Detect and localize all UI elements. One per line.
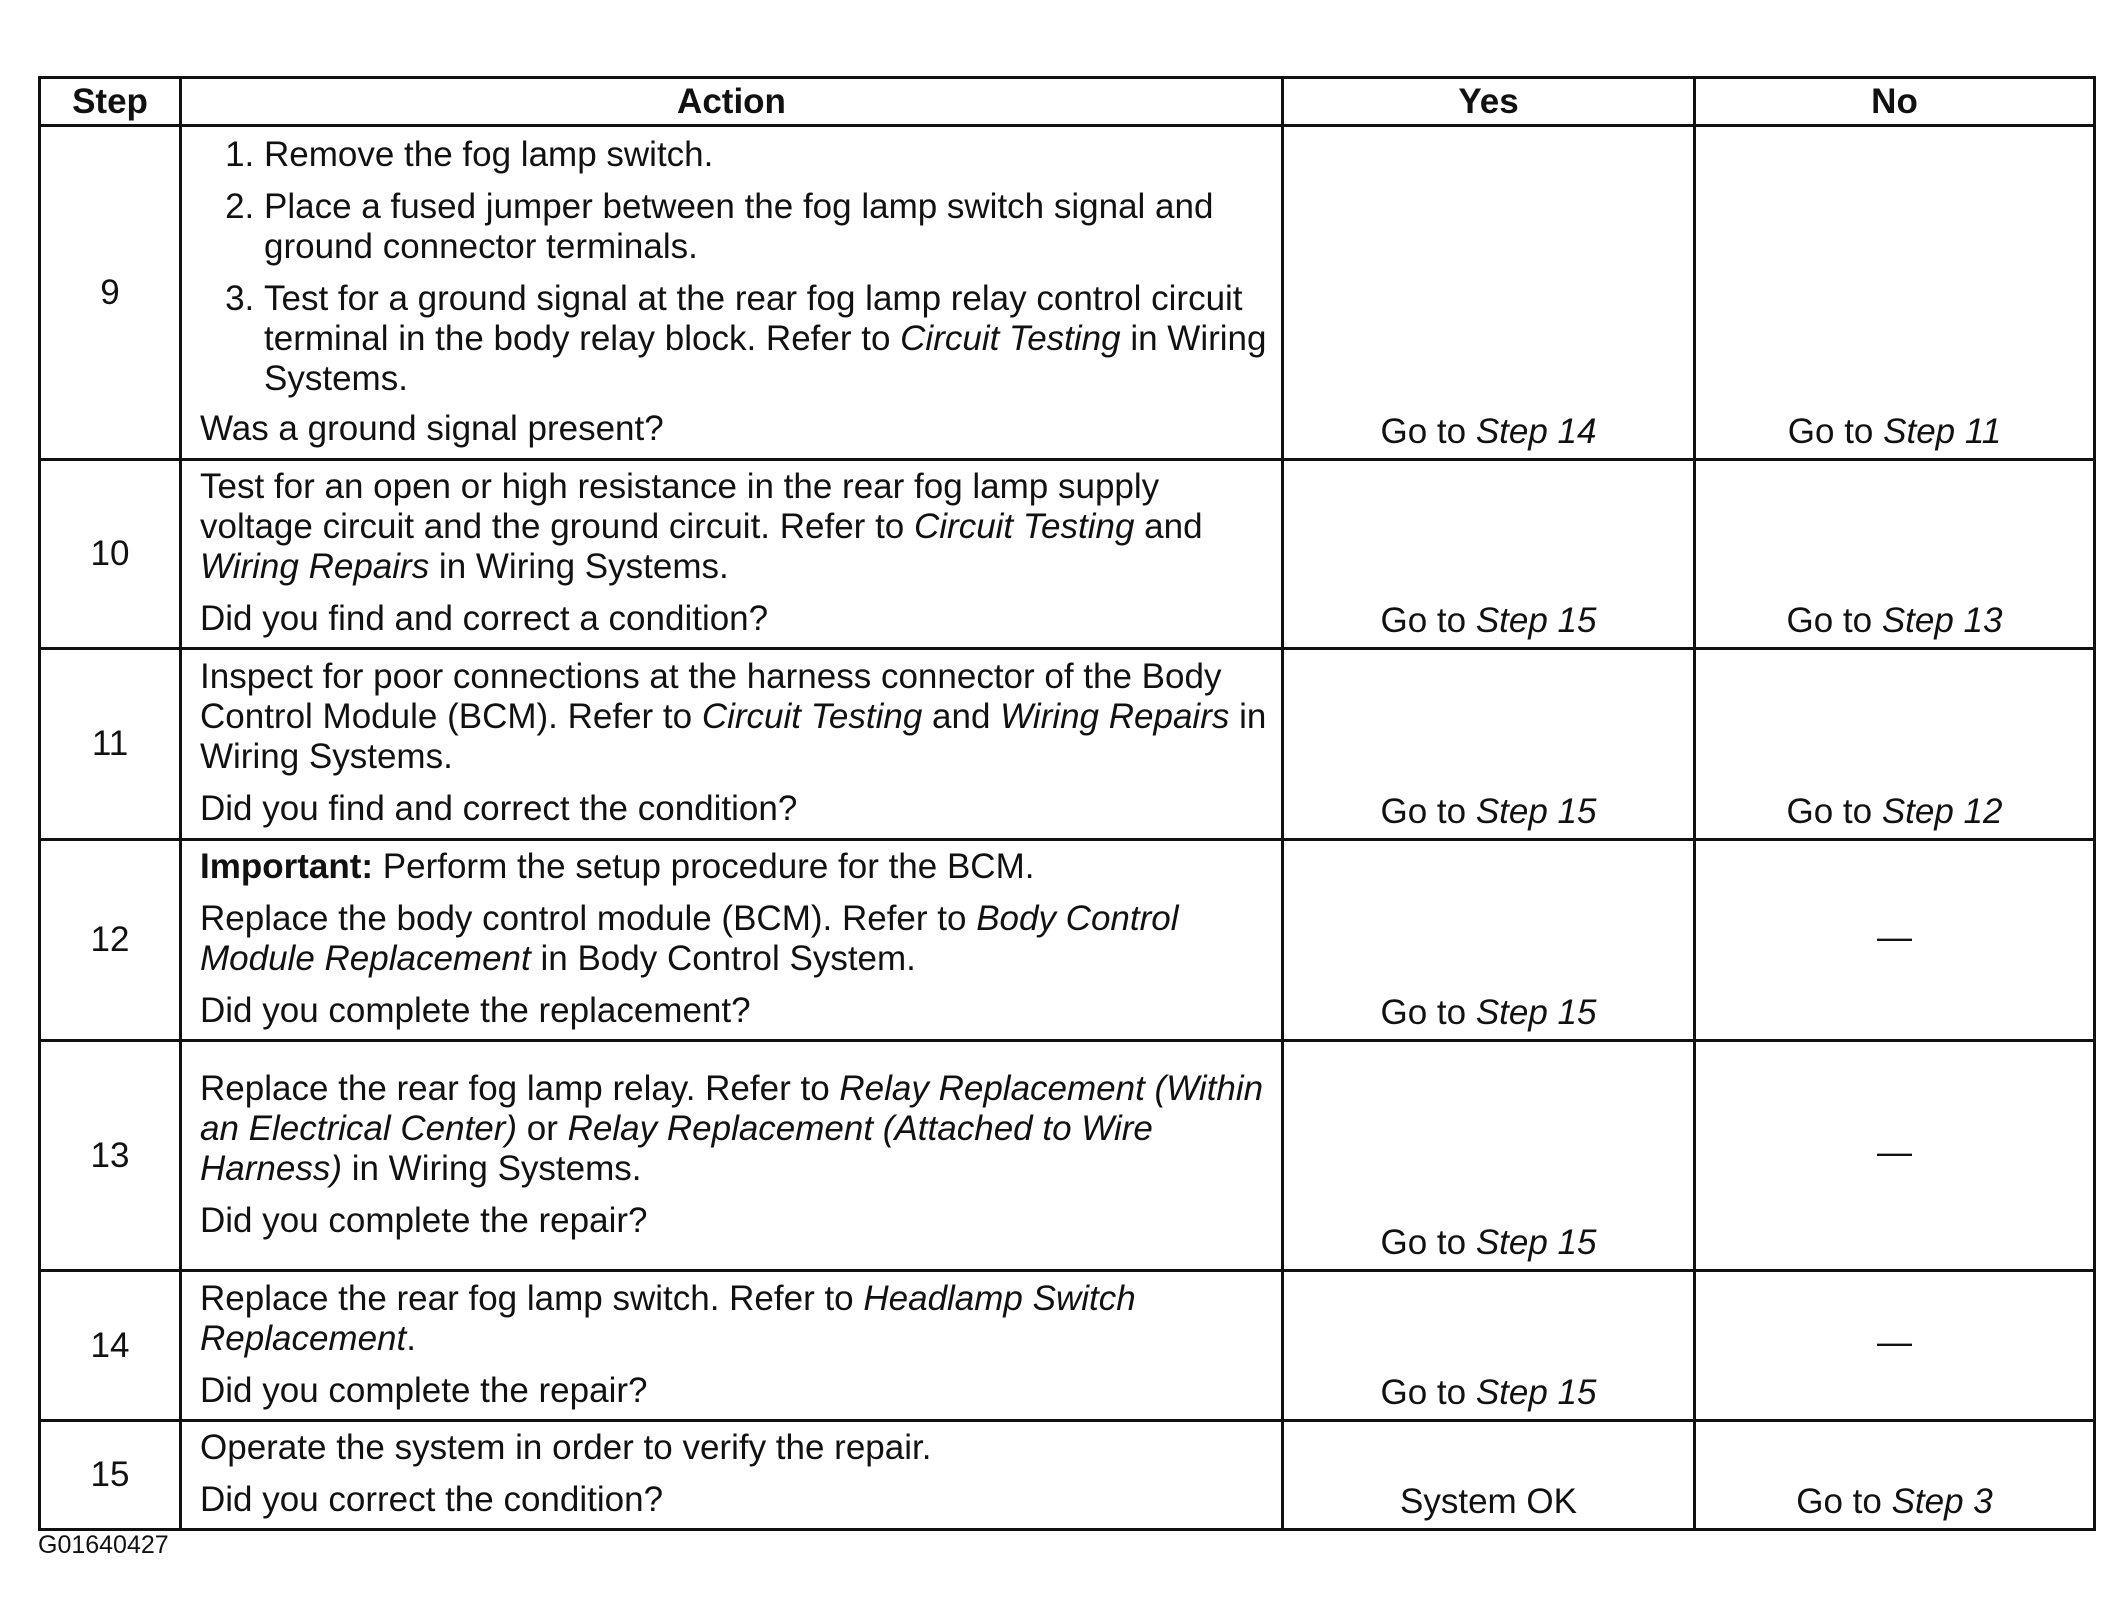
figure-id: G01640427 [38,1531,169,1559]
action-text [200,657,1267,777]
goto-step: Step 13 [1881,601,2003,640]
goto-step: Step 3 [1891,1482,1993,1521]
text-run: or [517,1108,568,1148]
table-row [40,1421,2095,1530]
diagnostic-table [38,76,2096,1531]
action-text: in Wiring Systems. [264,318,1267,398]
action-question: Did you complete the replacement? [200,991,751,1030]
reference-link-text: Relay Replacement (Within an Electrical Center) [200,1068,1264,1148]
text-run: Inspect for poor connections at the harness connector of the Body Control Module (BCM). Refer to [200,657,1222,736]
reference-link-text: Circuit Testing [913,507,1135,546]
header-no: No [1695,78,2095,126]
text-run: in Wiring Systems. [341,1148,642,1188]
action-cell [181,1421,1283,1530]
step-number: 15 [40,1421,181,1530]
action-question: Did you complete the repair? [200,1200,648,1240]
table-row [40,460,2095,649]
no-cell: — [1695,1271,2095,1421]
reference-link-text: Relay Replacement (Attached to Wire Harness) [200,1108,1153,1188]
action-question: Did you complete the repair? [200,1370,648,1410]
table-row [40,1271,2095,1421]
goto-prefix: Go to [1380,1223,1476,1262]
yes-cell [1283,460,1695,649]
action-text [200,1279,1267,1359]
action-cell [181,840,1283,1041]
text-run: Replace the body control module (BCM). Refer to [200,899,977,938]
reference-link-text: Headlamp Switch Replacement [200,1278,1136,1358]
reference-link-text: Circuit Testing [900,318,1121,358]
header-action: Action [181,78,1283,126]
list-item: 1. Remove the fog lamp switch. [264,135,1267,175]
table-row [40,126,2095,460]
step-number: 12 [40,840,181,1041]
step-number: 14 [40,1271,181,1421]
no-cell [1695,126,2095,460]
step-number: 10 [40,460,181,649]
text-run: in Body Control System. [530,939,916,978]
yes-cell: System OK [1283,1421,1695,1530]
action-text [200,899,1267,979]
header-row [40,78,2095,126]
text-run: and [1134,507,1203,546]
step-number: 9 [40,126,181,460]
action-text [200,1069,1267,1189]
action-cell [181,126,1283,460]
no-cell: — [1695,1041,2095,1271]
table-row [40,1041,2095,1271]
goto-step: Step 15 [1475,993,1597,1032]
action-text [200,467,1267,587]
action-question: Did you find and correct a condition? [200,599,769,638]
no-cell: — [1695,840,2095,1041]
table-row [40,649,2095,840]
goto-step: Step 15 [1475,792,1597,831]
no-cell [1695,649,2095,840]
goto-step: Step 14 [1475,412,1597,451]
goto-step: Step 12 [1881,792,2003,831]
goto-prefix: Go to [1380,601,1476,640]
goto-step: Step 11 [1883,412,2002,451]
list-item: 2. Place a fused jumper between the fog lamp switch signal and ground connector terminals. [264,187,1267,267]
goto-prefix: Go to [1787,412,1884,451]
step-number: 13 [40,1041,181,1271]
important-text: Perform the setup procedure for the BCM. [373,847,1035,886]
goto-prefix: Go to [1786,792,1882,831]
action-text: Test for a ground signal at the rear fog lamp relay control circuit terminal in the body relay block. Refer to [264,278,1243,358]
action-cell [181,649,1283,840]
list-item [264,279,1267,399]
yes-cell [1283,1041,1695,1271]
step-number: 11 [40,649,181,840]
header-step: Step [40,78,181,126]
text-run: Replace the rear fog lamp relay. Refer to [200,1068,840,1108]
action-cell [181,460,1283,649]
table-row [40,840,2095,1041]
action-list [200,135,1267,399]
goto-prefix: Go to [1380,993,1476,1032]
text-run: . [406,1318,416,1358]
yes-cell [1283,840,1695,1041]
goto-prefix: Go to [1380,412,1476,451]
goto-step: Step 15 [1475,1373,1597,1412]
important-note [200,847,1267,887]
reference-link-text: Body Control Module Replacement [200,899,1179,978]
goto-prefix: Go to [1380,792,1476,831]
reference-link-text: Circuit Testing [701,697,923,736]
reference-link-text: Wiring Repairs [1000,697,1230,736]
no-cell [1695,1421,2095,1530]
goto-prefix: Go to [1786,601,1882,640]
text-run: and [922,697,1001,736]
action-question: Did you find and correct the condition? [200,789,798,828]
goto-step: Step 15 [1475,1223,1597,1262]
action-text: Operate the system in order to verify the repair. [200,1428,932,1467]
header-yes: Yes [1283,78,1695,126]
no-cell [1695,460,2095,649]
action-question: Did you correct the condition? [200,1480,664,1519]
text-run: in Wiring Systems. [200,697,1267,776]
yes-cell [1283,126,1695,460]
important-label: Important: [200,847,374,886]
reference-link-text: Wiring Repairs [200,547,430,586]
text-run: in Wiring Systems. [429,547,729,586]
goto-prefix: Go to [1796,1482,1892,1521]
text-run: Replace the rear fog lamp switch. Refer to [200,1278,864,1318]
yes-cell [1283,649,1695,840]
action-cell [181,1041,1283,1271]
goto-step: Step 15 [1475,601,1597,640]
action-cell [181,1271,1283,1421]
action-question: Was a ground signal present? [200,408,664,448]
yes-cell [1283,1271,1695,1421]
goto-prefix: Go to [1380,1373,1476,1412]
text-run: Test for an open or high resistance in the rear fog lamp supply voltage circuit and the ground circuit. Refer to [200,467,1160,546]
